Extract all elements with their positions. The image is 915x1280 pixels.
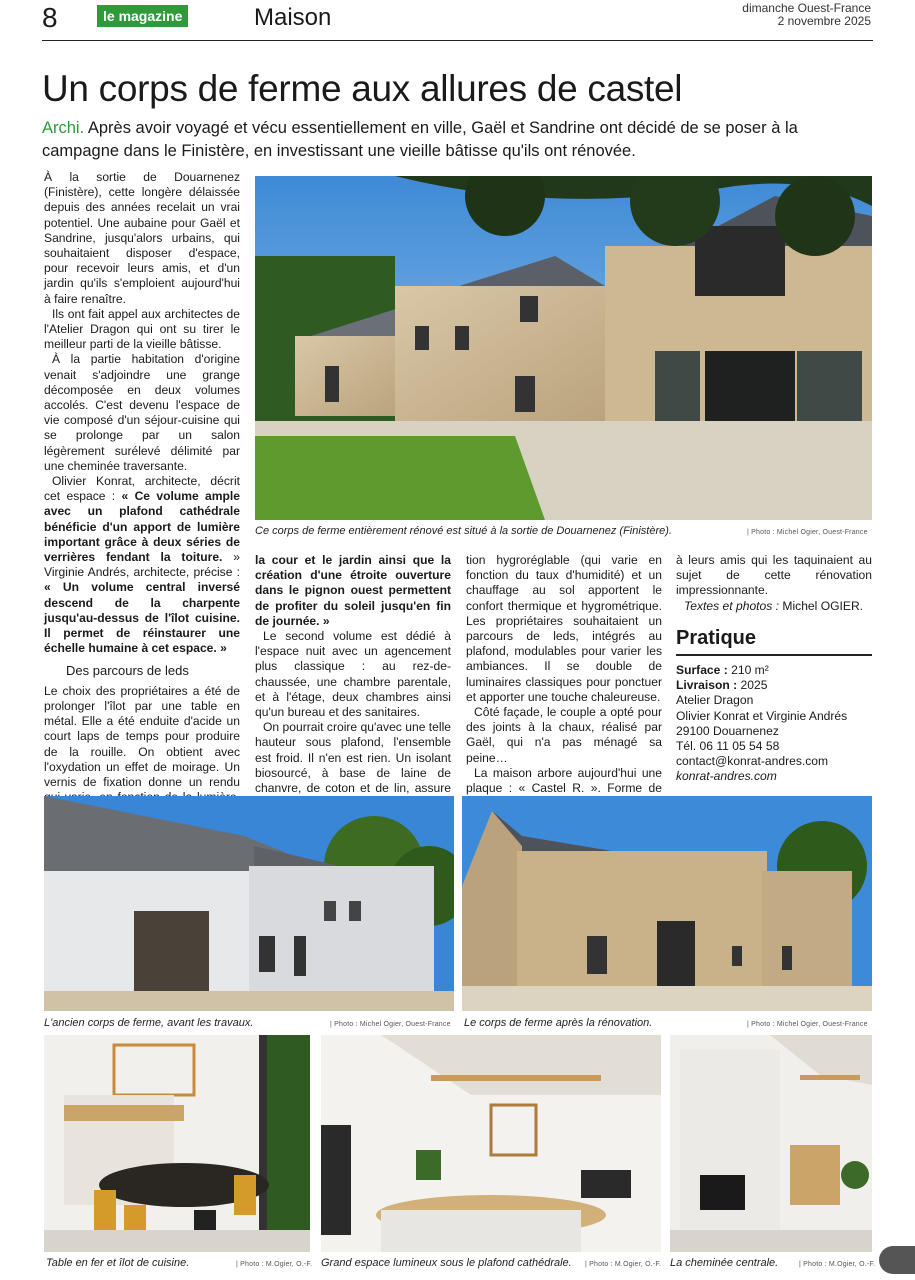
text-column-2 (255, 553, 451, 827)
chapo-text: Après avoir voyagé et vécu essentiellement en ville, Gaël et Sandrine ont décidé de se poser à la campagne dans le Finistère, en investissant une vieille bâtisse qu'ils ont rénovée. (42, 119, 798, 160)
photo-farmhouse-after (462, 796, 872, 1011)
page-number: 8 (42, 2, 58, 33)
paragraph: à leurs amis qui les taquinaient au sujet de cette rénovation impressionnante. (676, 553, 872, 598)
photo-farmhouse-before (44, 796, 454, 1011)
pratique-title: Pratique (676, 627, 757, 649)
paragraph: Le choix des propriétaires a été de prolonger l'îlot par une table en métal. Elle a été enduite d'acide un court laps de temps pour produire de la rouille. On obtient avec l'oxydation un effet de moirage. Un vernis de fixation donne un rendu (44, 683, 240, 789)
subheading: Des parcours de leds (66, 662, 189, 678)
paragraph: On pourrait croire qu'avec une telle hauteur sous plafond, l'ensemble est froid. Il n'en est rien. Un isolant biosourcé, à base de laine de chanvre, de coton et de lin, assure (255, 720, 451, 796)
text-column-3 (466, 553, 662, 811)
date-block (742, 2, 871, 28)
main-photo-caption: Ce corps de ferme entièrement rénové est situé à la sortie de Douarnenez (Finistère). (255, 525, 672, 537)
website-line: konrat-andres.com (676, 769, 777, 784)
kitchen-photo-caption: Table en fer et îlot de cuisine. (46, 1257, 190, 1269)
kitchen-photo-credit: | Photo : M.Ogier, O.-F. (236, 1261, 313, 1268)
atelier-name: Atelier Dragon (676, 693, 754, 708)
after-photo-caption: Le corps de ferme après la rénovation. (464, 1017, 653, 1029)
livraison-line: Livraison : 2025 (676, 678, 768, 693)
photo-fireplace (670, 1035, 872, 1252)
architects-names: Olivier Konrat et Virginie Andrés (676, 708, 848, 723)
fireplace-photo-credit: | Photo : M.Ogier, O.-F. (799, 1261, 876, 1268)
city-line: 29100 Douarnenez (676, 723, 779, 738)
paragraph: Côté façade, le couple a opté pour des joints à la chaux, réalisé par Gaël, qui n'a pas ménagé sa peine… (466, 705, 662, 765)
date-line-1: dimanche Ouest-France (742, 1, 871, 15)
date-line-2: 2 novembre 2025 (777, 14, 871, 28)
phone-line: Tél. 06 11 05 54 58 (676, 739, 780, 754)
pratique-box (676, 663, 872, 785)
rubric-title: Maison (254, 4, 332, 31)
main-photo-renovated-farmhouse (255, 176, 872, 520)
paragraph: la cour et le jardin ainsi que la création d'une étroite ouverture dans le pignon ouest permettent de profiter du soleil jusqu'en fin de journée. » (255, 553, 451, 628)
after-photo-credit: | Photo : Michel Ogier, Ouest-France (747, 1021, 868, 1028)
text-column-4 (676, 553, 872, 614)
surface-line: Surface : 210 m² (676, 663, 769, 677)
paragraph: tion hygroréglable (qui varie en fonction du taux d'humidité) et un chauffage au sol apportent le confort thermique et hygrométrique. Les propriétaires souhaitaient un parcours de leds, intégrés au plafond, modulables pour varier les ambiances. Il se double de luminaires classiques pour ponctuer et apporter une touche chaleureuse. (466, 553, 662, 704)
email-line: contact@konrat-andres.com (676, 754, 829, 769)
paragraph: Ils ont fait appel aux architectes de l'Atelier Dragon qui ont su tirer le meilleur parti de la vieille bâtisse. (44, 306, 240, 352)
paragraph: À la partie habitation d'origine venait s'adjoindre une grange décomposée en deux volumes accolés. C'est devenu l'espace de vie composé d'un séjour-cuisine qui se prolonge par un salon légèrement surélevé délimité par une cheminée traversante. (44, 352, 240, 473)
living-photo-credit: | Photo : M.Ogier, O.-F. (585, 1261, 662, 1268)
article-title: Un corps de ferme aux allures de castel (42, 68, 683, 109)
photo-living-space (321, 1035, 661, 1252)
fireplace-photo-caption: La cheminée centrale. (670, 1257, 779, 1269)
article-chapo (42, 117, 872, 163)
paragraph: Olivier Konrat, architecte, décrit cet espace : « Ce volume ample avec un plafond cathédrale bénéficie d'un apport de lumière important grâce à deux séries de verrières fendant la toiture. » Virginie Andrés, architecte, précise : « Un volume central inversé descend de la charpente jusqu'au-dessus de l'îlot cuisine. Il permet de réinstaurer une échelle humaine à cet espace. » (44, 474, 241, 656)
paragraph: Le second volume est dédié à l'espace nuit avec un agencement plus classique : au rez-de-chaussée, une chambre parentale, et à l'étage, deux chambres ainsi qu'un bureau et des sanitaires. (255, 629, 451, 720)
page-corner-tab (879, 1246, 915, 1274)
header-rule (42, 40, 873, 41)
before-photo-credit: | Photo : Michel Ogier, Ouest-France (330, 1021, 451, 1028)
text-column-1 (44, 170, 240, 881)
paragraph: À la sortie de Douarnenez (Finistère), cette longère délaissée depuis des années recelait un vrai potentiel. Une aubaine pour Gaël et Sandrine, jusqu'alors urbains, qui souhaitaient disposer d'espace, pour recevoir leurs amis, et d'un jardin qu'ils s'emploient aujourd'hui à faire renaître. (44, 170, 240, 306)
before-photo-caption: L'ancien corps de ferme, avant les travaux. (44, 1017, 254, 1029)
paragraph: La maison arbore aujourd'hui une plaque : « Castel R. ». Forme de (466, 765, 662, 796)
chapo-keyword: Archi. (42, 119, 85, 137)
section-badge: le magazine (97, 5, 188, 27)
pratique-rule (676, 654, 872, 656)
signature: Textes et photos : Michel OGIER. (684, 598, 864, 613)
photo-kitchen (44, 1035, 310, 1252)
main-photo-credit: | Photo : Michel Ogier, Ouest-France (747, 529, 868, 536)
living-photo-caption: Grand espace lumineux sous le plafond cathédrale. (321, 1257, 572, 1269)
